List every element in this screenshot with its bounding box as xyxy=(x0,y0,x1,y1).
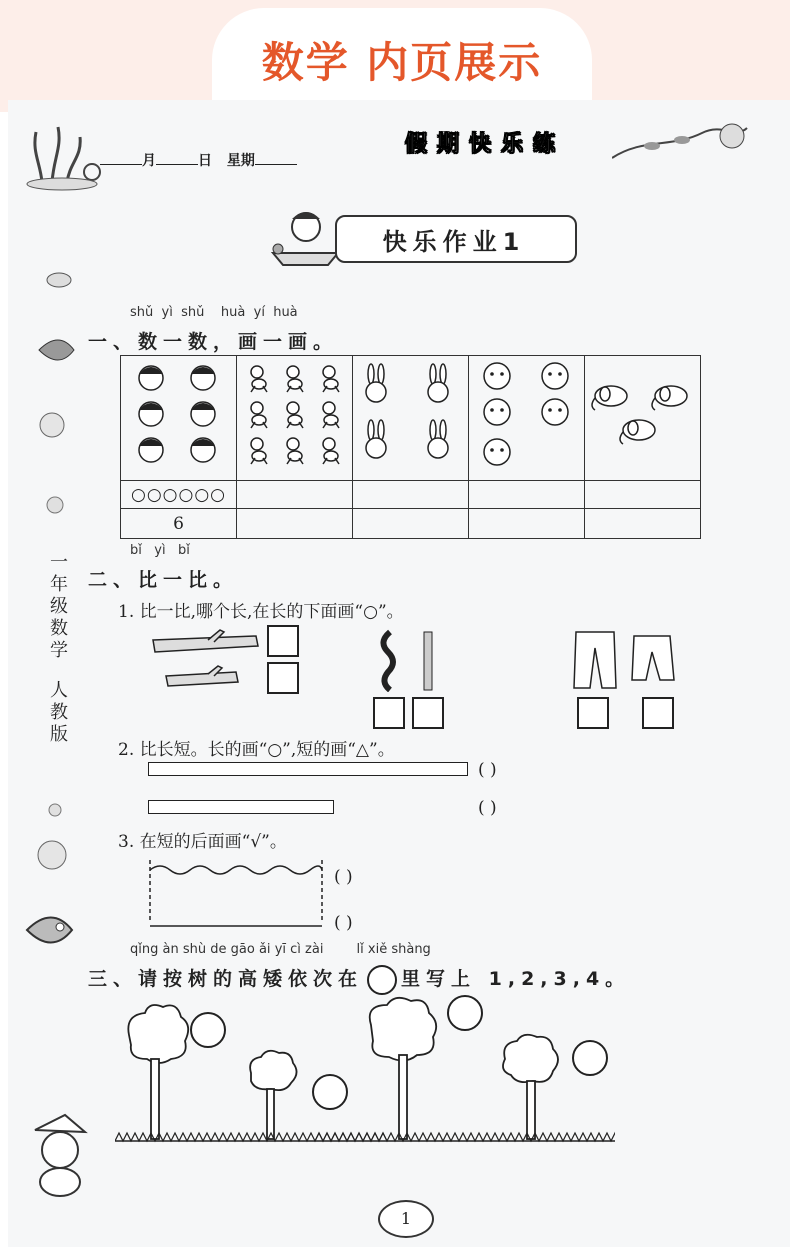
answer-paren[interactable]: ( ) xyxy=(334,913,353,933)
group-cell xyxy=(353,356,469,481)
answer-cell: 6 xyxy=(121,509,237,539)
section1-title: 一、数一数，画一画。 xyxy=(88,331,339,353)
group-cell xyxy=(585,356,701,481)
lesson-title: 快乐作业1 xyxy=(382,228,526,256)
coral-decoration-icon xyxy=(22,112,112,192)
rabbit-icon xyxy=(353,356,468,476)
bubble-icon xyxy=(40,795,70,825)
bubble-icon xyxy=(40,490,70,520)
group-cell xyxy=(237,356,353,481)
group-cell xyxy=(121,356,237,481)
trees-icon xyxy=(115,995,615,1150)
group-cell xyxy=(469,356,585,481)
day-label: 日 xyxy=(198,153,212,169)
answer-box[interactable] xyxy=(373,697,405,729)
fish-decoration-icon xyxy=(22,905,82,955)
section3-title: 三、请按树的高矮依次在 里写上 1,2,3,4。 xyxy=(88,964,630,995)
ant-icon xyxy=(237,356,352,476)
question-2: 2. 比长短。长的画“○”,短的画“△”。 xyxy=(118,740,395,760)
tree-order-circle[interactable] xyxy=(572,1040,608,1076)
elephant-icon xyxy=(585,356,700,476)
side-label: 一 年 级 数 学 人 教 版 xyxy=(50,552,68,745)
circles-row-cell: ○○○○○○ xyxy=(121,481,237,509)
cartoon-dog-icon xyxy=(25,1110,95,1200)
empty-answer-cell[interactable] xyxy=(469,509,585,539)
empty-answer-cell[interactable] xyxy=(585,481,701,509)
empty-answer-cell[interactable] xyxy=(469,481,585,509)
answer-paren[interactable]: ( ) xyxy=(478,760,497,780)
tree-order-circle[interactable] xyxy=(447,995,483,1031)
question-1: 1. 比一比,哪个长,在长的下面画“○”。 xyxy=(118,602,404,622)
section1-pinyin: shǔ yì shǔ huà yí huà xyxy=(130,305,298,320)
fish-bubble-decoration-icon xyxy=(34,260,84,440)
sticks-icon xyxy=(148,628,266,694)
banner-title: 数学 内页展示 xyxy=(261,38,543,87)
empty-answer-cell[interactable] xyxy=(353,481,469,509)
question-3: 3. 在短的后面画“√”。 xyxy=(118,832,287,852)
monkey-face-icon xyxy=(469,356,584,476)
date-line xyxy=(100,150,297,170)
rope-shapes-icon xyxy=(146,856,326,936)
answer-box[interactable] xyxy=(267,625,299,657)
empty-answer-cell[interactable] xyxy=(237,509,353,539)
section2-pinyin: bǐ yì bǐ xyxy=(130,543,190,558)
empty-answer-cell[interactable] xyxy=(585,509,701,539)
section3-pinyin: qǐng àn shù de gāo ǎi yī cì zài lǐ xiě shàng xyxy=(130,942,431,957)
bubble-icon xyxy=(32,835,72,875)
empty-answer-cell[interactable] xyxy=(353,509,469,539)
month-label: 月 xyxy=(142,153,156,169)
answer-box[interactable] xyxy=(642,697,674,729)
count-table xyxy=(120,355,701,539)
tree-order-circle[interactable] xyxy=(190,1012,226,1048)
long-bar xyxy=(148,762,468,776)
answer-paren[interactable]: ( ) xyxy=(478,798,497,818)
girl-face-icon xyxy=(121,356,236,476)
snake-stick-icon xyxy=(370,628,450,692)
tree-order-circle[interactable] xyxy=(312,1074,348,1110)
empty-answer-cell[interactable] xyxy=(237,481,353,509)
book-title: 假期快乐练 xyxy=(405,132,566,157)
vine-decoration-icon xyxy=(612,118,752,180)
weekday-label: 星期 xyxy=(226,153,255,169)
page-number: 1 xyxy=(378,1200,434,1238)
answer-box[interactable] xyxy=(577,697,609,729)
short-bar xyxy=(148,800,334,814)
section2-title: 二、比一比。 xyxy=(88,569,239,591)
answer-box[interactable] xyxy=(412,697,444,729)
answer-box[interactable] xyxy=(267,662,299,694)
pants-icon xyxy=(570,628,680,692)
answer-paren[interactable]: ( ) xyxy=(334,867,353,887)
